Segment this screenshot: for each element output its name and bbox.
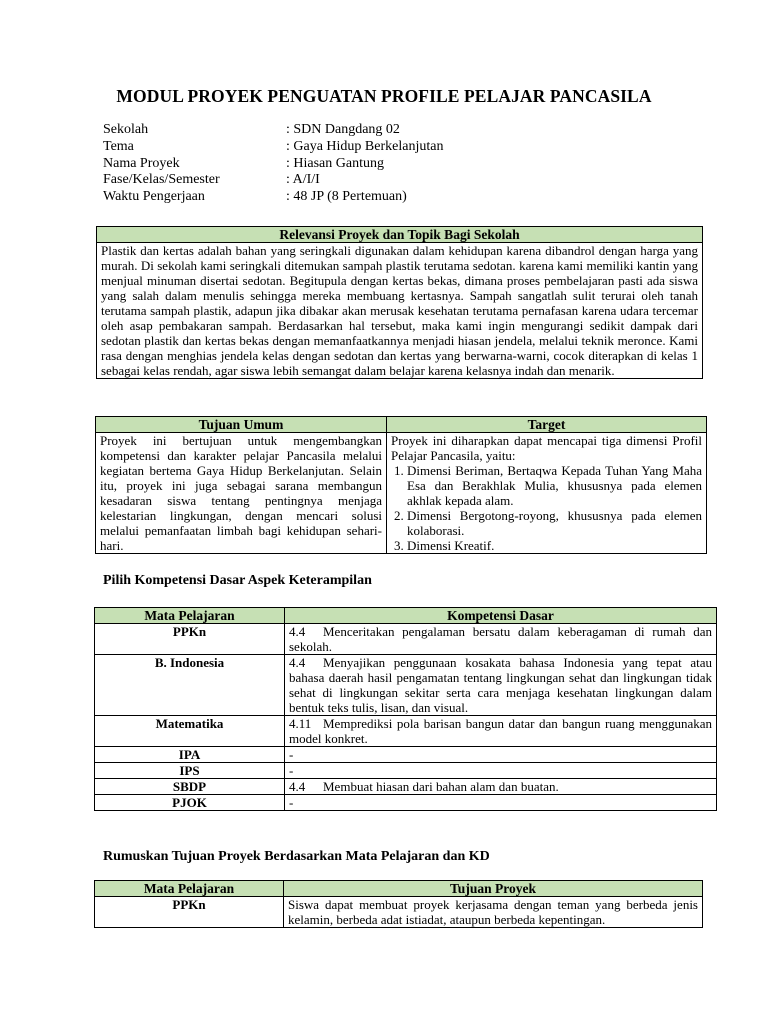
- table-row: [95, 716, 717, 747]
- kd-cell: [285, 747, 717, 763]
- info-row-nama-proyek: [103, 156, 443, 173]
- kd-cell: [285, 655, 717, 716]
- relevansi-table: [96, 226, 703, 379]
- kd-text: -: [289, 795, 294, 810]
- info-label: Nama Proyek: [103, 155, 180, 171]
- target-item: 2. Dimensi Bergotong-royong, khususnya pada elemen kolaborasi.: [407, 508, 702, 538]
- table-row: [95, 763, 717, 779]
- subject-cell: PPKn: [95, 897, 284, 928]
- kd-cell: [285, 716, 717, 747]
- kd-text: Menyajikan penggunaan kosakata bahasa Indonesia yang tepat atau bahasa daerah hasil pengamatan tentang lingkungan sehat dan lingkungan tidak sehat di lingkungan sekitar serta cara menjaga kesehatan lingkungan dalam bentuk teks tulis, lisan, dan visual.: [289, 655, 712, 715]
- subject-cell: PJOK: [95, 795, 285, 811]
- target-list: [391, 463, 702, 553]
- section-heading-tujuan-proyek: Rumuskan Tujuan Proyek Berdasarkan Mata Pelajaran dan KD: [103, 849, 490, 864]
- kd-header-subject: Mata Pelajaran: [95, 608, 285, 624]
- relevansi-header: Relevansi Proyek dan Topik Bagi Sekolah: [97, 227, 703, 243]
- kd-number: 4.4: [289, 655, 306, 670]
- info-row-waktu: [103, 189, 443, 206]
- target-item: 1. Dimensi Beriman, Bertaqwa Kepada Tuhan Yang Maha Esa dan Berakhlak Mulia, khususnya pada elemen akhlak kepada alam.: [407, 463, 702, 508]
- kd-cell: [285, 779, 717, 795]
- tujuan-target-table: [95, 416, 707, 554]
- info-value: : A/I/I: [286, 172, 320, 188]
- tp-header-tujuan: Tujuan Proyek: [284, 881, 703, 897]
- info-label: Fase/Kelas/Semester: [103, 172, 220, 188]
- kd-text: Menceritakan pengalaman bersatu dalam keberagaman di rumah dan sekolah.: [289, 624, 712, 654]
- kd-text: -: [289, 763, 294, 778]
- table-row: [95, 897, 703, 928]
- subject-cell: IPA: [95, 747, 285, 763]
- info-label: Sekolah: [103, 122, 149, 137]
- target-header: Target: [387, 417, 707, 433]
- info-value: : Gaya Hidup Berkelanjutan: [286, 138, 444, 154]
- table-row: [95, 747, 717, 763]
- kd-number: 4.4: [289, 624, 306, 639]
- target-cell: [387, 433, 707, 554]
- info-value: : 48 JP (8 Pertemuan): [286, 189, 407, 205]
- target-intro: Proyek ini diharapkan dapat mencapai tiga dimensi Profil Pelajar Pancasila, yaitu:: [391, 433, 702, 463]
- kd-cell: [285, 763, 717, 779]
- info-block: [103, 122, 443, 206]
- kd-text: Membuat hiasan dari bahan alam dan buatan.: [323, 779, 559, 794]
- info-label: Waktu Pengerjaan: [103, 189, 205, 205]
- table-row: [95, 624, 717, 655]
- kd-cell: [285, 795, 717, 811]
- tujuan-umum-text: Proyek ini bertujuan untuk mengembangkan kompetensi dan karakter pelajar Pancasila melalui kegiatan bertema Gaya Hidup Berkelanjutan. Selain itu, proyek ini juga sebagai sarana membangun kesadaran siswa tentang pentingnya menjaga kelestarian lingkungan, dengan mencari solusi melalui pemanfaatan limbah bagi kehidupan sehari-hari.: [96, 433, 387, 554]
- info-row-tema: [103, 139, 443, 156]
- tp-header-subject: Mata Pelajaran: [95, 881, 284, 897]
- subject-cell: B. Indonesia: [95, 655, 285, 716]
- kd-table: [94, 607, 717, 811]
- kd-number: 4.11: [289, 716, 312, 731]
- kd-number: 4.4: [289, 779, 306, 794]
- table-row: [95, 795, 717, 811]
- info-label: Tema: [103, 138, 134, 154]
- table-row: [95, 655, 717, 716]
- section-heading-kd: Pilih Kompetensi Dasar Aspek Keterampilan: [103, 573, 372, 588]
- table-row: [95, 779, 717, 795]
- subject-cell: PPKn: [95, 624, 285, 655]
- subject-cell: SBDP: [95, 779, 285, 795]
- info-value: : Hiasan Gantung: [286, 155, 384, 171]
- subject-cell: IPS: [95, 763, 285, 779]
- info-row-fase: [103, 172, 443, 189]
- kd-text: Memprediksi pola barisan bangun datar dan bangun ruang menggunakan model konkret.: [289, 716, 712, 746]
- tujuan-proyek-text: Siswa dapat membuat proyek kerjasama dengan teman yang berbeda jenis kelamin, berbeda adat istiadat, ataupun berbeda kepentingan.: [284, 897, 703, 928]
- relevansi-text: Plastik dan kertas adalah bahan yang seringkali digunakan dalam kehidupan karena dibandrol dengan harga yang murah. Di sekolah kami seringkali ditemukan sampah plastik terutama sedotan. karena kami memiliki kantin yang menjual minuman disertai sedotan. Begitupula dengan kertas bekas, dimana proses pembelajaran pasti ada siswa yang salah dalam menulis sehingga mereka membuang kertasnya. Sampah sangatlah sulit terurai oleh tanah terutama sampah plastik, adapun jika dibakar akan merusak kesehatan terutama pernafasan karena udara tercemar oleh asap pembakaran sampah. Berdasarkan hal tersebut, maka kami ingin mengurangi sedikit dampak dari sedotan plastik dan kertas bekas dengan memanfaatkannya menjadi hiasan jendela, melalui teknik meronce. Kami rasa dengan menghias jendela kelas dengan sedotan dan kertas yang berwarna-warni, cocok diterapkan di kelas 1 sebagai kelas rendah, agar siswa lebih semangat dalam belajar karena kelasnya indah dan menarik.: [97, 243, 703, 379]
- subject-cell: Matematika: [95, 716, 285, 747]
- page-title: MODUL PROYEK PENGUATAN PROFILE PELAJAR PANCASILA: [116, 86, 652, 106]
- kd-text: -: [289, 747, 294, 762]
- target-item: 3. Dimensi Kreatif.: [407, 538, 702, 553]
- tujuan-proyek-table: [94, 880, 703, 928]
- info-row-sekolah: [103, 122, 443, 139]
- info-value: : SDN Dangdang 02: [286, 122, 400, 137]
- tujuan-umum-header: Tujuan Umum: [96, 417, 387, 433]
- kd-cell: [285, 624, 717, 655]
- kd-header-kd: Kompetensi Dasar: [285, 608, 717, 624]
